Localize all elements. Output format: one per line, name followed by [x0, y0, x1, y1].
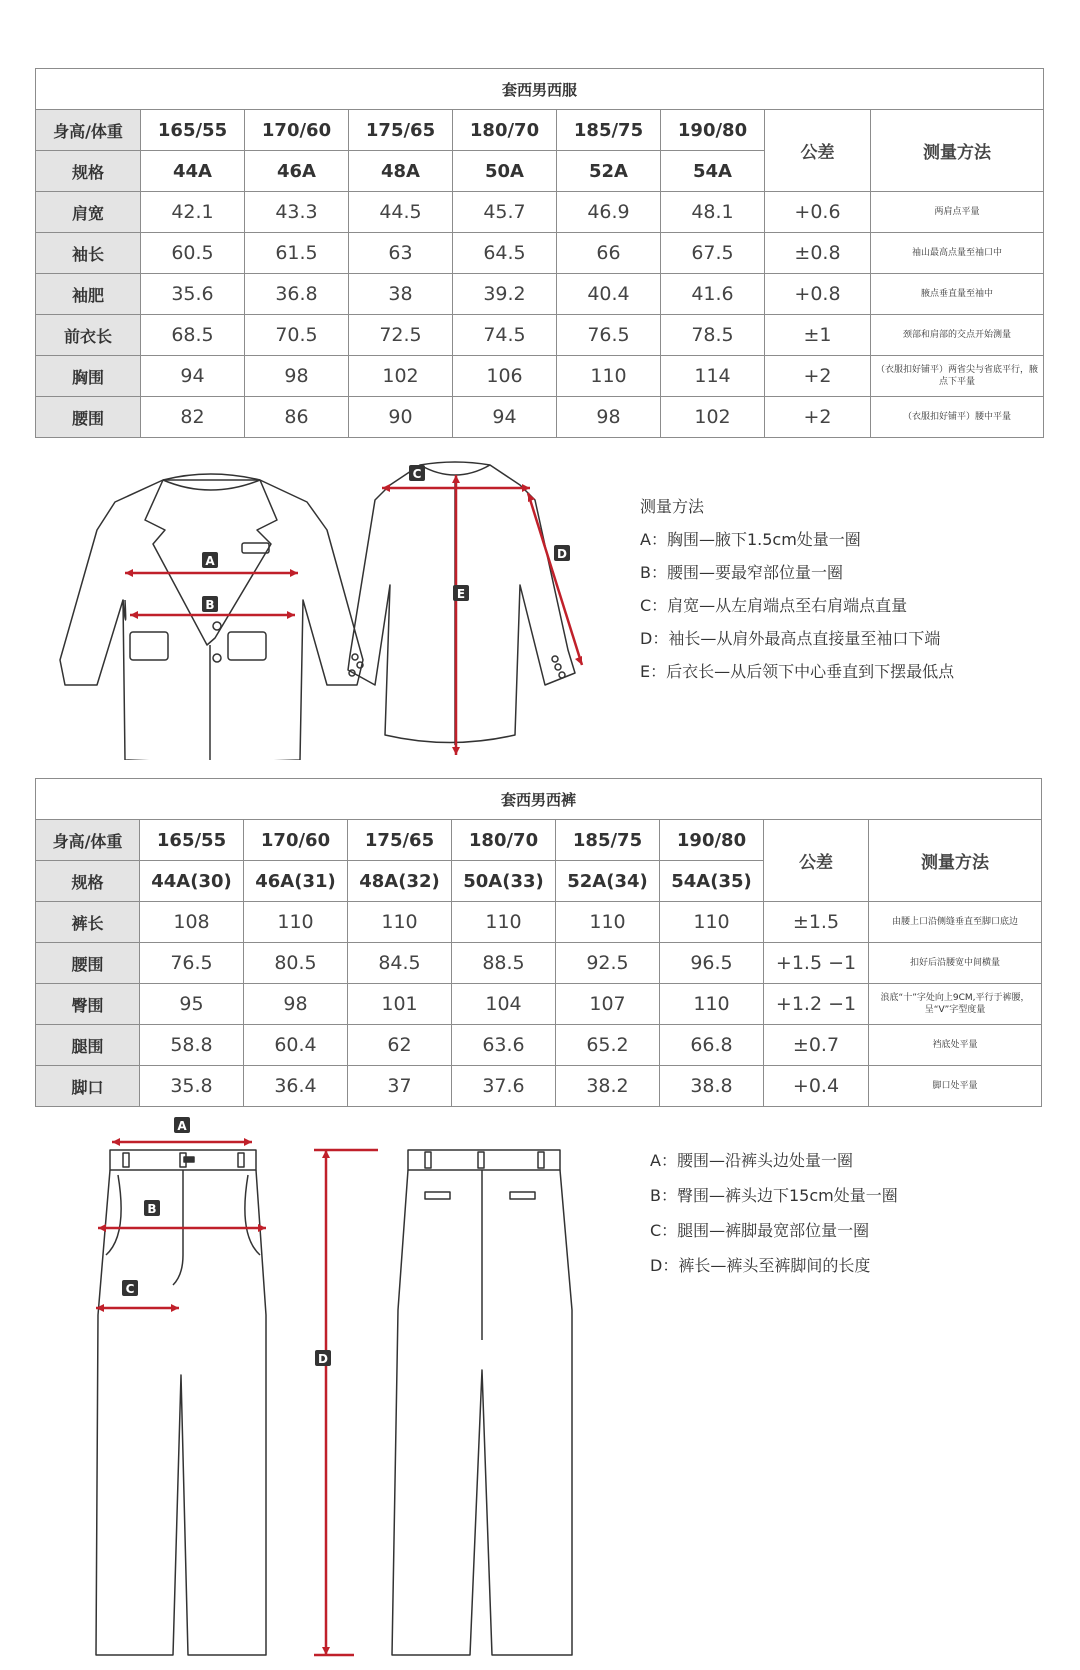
pants-marker-c: C [125, 1282, 135, 1296]
value-cell: 98 [245, 356, 349, 397]
value-cell: 101 [348, 984, 452, 1025]
header-spec-cell: 44A(30) [140, 861, 244, 902]
value-cell: 95 [140, 984, 244, 1025]
value-cell: 82 [141, 397, 245, 438]
row-label: 前衣长 [36, 315, 141, 356]
value-cell: 37 [348, 1066, 452, 1107]
header-size-cell: 180/70 [453, 110, 557, 151]
value-cell: 46.9 [557, 192, 661, 233]
table-row [36, 397, 1044, 438]
header-spec: 规格 [36, 861, 140, 902]
value-cell: 94 [141, 356, 245, 397]
value-cell: 102 [661, 397, 765, 438]
header-spec-cell: 52A(34) [556, 861, 660, 902]
table-row [36, 356, 1044, 397]
header-method: 测量方法 [871, 110, 1044, 192]
method-cell: 腋点垂直量至袖中 [871, 274, 1044, 315]
tolerance-cell: +1.5 −1 [764, 943, 869, 984]
jacket-method-c: C：肩宽—从左肩端点至右肩端点直量 [640, 596, 908, 615]
jacket-method-list [640, 490, 954, 688]
value-cell: 60.4 [244, 1025, 348, 1066]
row-label: 袖长 [36, 233, 141, 274]
header-tolerance: 公差 [765, 110, 871, 192]
header-height-weight: 身高/体重 [36, 820, 140, 861]
jacket-method-d: D：袖长—从肩外最高点直接量至袖口下端 [640, 629, 941, 648]
pants-size-table [35, 778, 1042, 1107]
value-cell: 64.5 [453, 233, 557, 274]
value-cell: 72.5 [349, 315, 453, 356]
value-cell: 110 [556, 902, 660, 943]
pants-method-list [650, 1143, 898, 1283]
jacket-method-b: B：腰围—要最窄部位量一圈 [640, 563, 843, 582]
jacket-back-diagram [330, 455, 600, 755]
header-size-cell: 175/65 [349, 110, 453, 151]
value-cell: 94 [453, 397, 557, 438]
header-spec-cell: 48A [349, 151, 453, 192]
pants-marker-d: D [318, 1352, 328, 1366]
tolerance-cell: ±0.8 [765, 233, 871, 274]
header-size-cell: 165/55 [140, 820, 244, 861]
table-row [36, 1025, 1042, 1066]
method-cell: 袖山最高点量至袖口中 [871, 233, 1044, 274]
value-cell: 40.4 [557, 274, 661, 315]
method-cell: （衣服扣好铺平）两省尖与省底平行，腋点下平量 [871, 356, 1044, 397]
row-label: 脚口 [36, 1066, 140, 1107]
jacket-table-title: 套西男西服 [36, 69, 1044, 110]
header-spec-cell: 52A [557, 151, 661, 192]
tolerance-cell: ±1.5 [764, 902, 869, 943]
value-cell: 58.8 [140, 1025, 244, 1066]
tolerance-cell: ±0.7 [764, 1025, 869, 1066]
value-cell: 110 [660, 902, 764, 943]
header-spec-cell: 48A(32) [348, 861, 452, 902]
header-size-cell: 170/60 [244, 820, 348, 861]
value-cell: 66.8 [660, 1025, 764, 1066]
value-cell: 63 [349, 233, 453, 274]
value-cell: 38.8 [660, 1066, 764, 1107]
method-cell: 由腰上口沿侧缝垂直至脚口底边 [869, 902, 1042, 943]
method-cell: （衣服扣好铺平）腰中平量 [871, 397, 1044, 438]
pants-front-diagram [88, 1115, 278, 1665]
header-spec-cell: 50A(33) [452, 861, 556, 902]
header-spec-cell: 54A [661, 151, 765, 192]
tolerance-cell: +0.8 [765, 274, 871, 315]
table-row [36, 274, 1044, 315]
row-label: 裤长 [36, 902, 140, 943]
tolerance-cell: ±1 [765, 315, 871, 356]
pants-marker-b: B [147, 1202, 157, 1216]
value-cell: 110 [452, 902, 556, 943]
row-label: 腿围 [36, 1025, 140, 1066]
value-cell: 63.6 [452, 1025, 556, 1066]
value-cell: 41.6 [661, 274, 765, 315]
value-cell: 98 [244, 984, 348, 1025]
value-cell: 70.5 [245, 315, 349, 356]
value-cell: 42.1 [141, 192, 245, 233]
value-cell: 36.4 [244, 1066, 348, 1107]
jacket-method-title: 测量方法 [640, 497, 705, 516]
jacket-marker-b: B [205, 598, 215, 612]
table-row [36, 902, 1042, 943]
header-size-cell: 165/55 [141, 110, 245, 151]
tolerance-cell: +2 [765, 397, 871, 438]
table-row [36, 984, 1042, 1025]
jacket-method-e: E：后衣长—从后领下中心垂直到下摆最低点 [640, 662, 955, 681]
header-spec: 规格 [36, 151, 141, 192]
row-label: 腰围 [36, 943, 140, 984]
jacket-marker-a: A [205, 554, 215, 568]
pants-method-d: D：裤长—裤头至裤脚间的长度 [650, 1256, 871, 1275]
table-row [36, 315, 1044, 356]
jacket-method-a: A：胸围—腋下1.5cm处量一圈 [640, 530, 861, 549]
value-cell: 96.5 [660, 943, 764, 984]
header-size-cell: 185/75 [556, 820, 660, 861]
value-cell: 86 [245, 397, 349, 438]
value-cell: 108 [140, 902, 244, 943]
value-cell: 48.1 [661, 192, 765, 233]
header-method: 测量方法 [869, 820, 1042, 902]
table-row [36, 1066, 1042, 1107]
value-cell: 90 [349, 397, 453, 438]
value-cell: 98 [557, 397, 661, 438]
header-size-cell: 190/80 [661, 110, 765, 151]
table-row [36, 192, 1044, 233]
value-cell: 107 [556, 984, 660, 1025]
jacket-size-table [35, 68, 1044, 438]
value-cell: 39.2 [453, 274, 557, 315]
tolerance-cell: +0.4 [764, 1066, 869, 1107]
value-cell: 36.8 [245, 274, 349, 315]
value-cell: 66 [557, 233, 661, 274]
method-cell: 颈部和肩部的交点开始测量 [871, 315, 1044, 356]
value-cell: 38 [349, 274, 453, 315]
header-spec-cell: 50A [453, 151, 557, 192]
value-cell: 44.5 [349, 192, 453, 233]
row-label: 胸围 [36, 356, 141, 397]
value-cell: 110 [660, 984, 764, 1025]
value-cell: 68.5 [141, 315, 245, 356]
tolerance-cell: +1.2 −1 [764, 984, 869, 1025]
row-label: 臀围 [36, 984, 140, 1025]
header-spec-cell: 54A(35) [660, 861, 764, 902]
value-cell: 35.6 [141, 274, 245, 315]
table-row [36, 943, 1042, 984]
method-cell: 扣好后沿腰宽中间横量 [869, 943, 1042, 984]
pants-marker-a: A [177, 1119, 187, 1133]
header-tolerance: 公差 [764, 820, 869, 902]
row-label: 袖肥 [36, 274, 141, 315]
header-spec-cell: 46A [245, 151, 349, 192]
value-cell: 74.5 [453, 315, 557, 356]
pants-method-c: C：腿围—裤脚最宽部位量一圈 [650, 1221, 870, 1240]
value-cell: 78.5 [661, 315, 765, 356]
value-cell: 110 [244, 902, 348, 943]
header-size-cell: 170/60 [245, 110, 349, 151]
pants-back-diagram [310, 1140, 590, 1670]
value-cell: 76.5 [140, 943, 244, 984]
row-label: 腰围 [36, 397, 141, 438]
tolerance-cell: +2 [765, 356, 871, 397]
method-cell: 裆底处平量 [869, 1025, 1042, 1066]
value-cell: 80.5 [244, 943, 348, 984]
value-cell: 106 [453, 356, 557, 397]
header-size-cell: 175/65 [348, 820, 452, 861]
row-label: 肩宽 [36, 192, 141, 233]
tolerance-cell: +0.6 [765, 192, 871, 233]
table-row [36, 233, 1044, 274]
jacket-marker-e: E [456, 587, 466, 601]
value-cell: 38.2 [556, 1066, 660, 1107]
value-cell: 65.2 [556, 1025, 660, 1066]
value-cell: 35.8 [140, 1066, 244, 1107]
value-cell: 88.5 [452, 943, 556, 984]
method-cell: 两肩点平量 [871, 192, 1044, 233]
header-size-cell: 185/75 [557, 110, 661, 151]
pants-table-title: 套西男西裤 [36, 779, 1042, 820]
value-cell: 45.7 [453, 192, 557, 233]
value-cell: 110 [557, 356, 661, 397]
method-cell: 脚口处平量 [869, 1066, 1042, 1107]
header-spec-cell: 44A [141, 151, 245, 192]
header-height-weight: 身高/体重 [36, 110, 141, 151]
value-cell: 43.3 [245, 192, 349, 233]
jacket-marker-c: C [412, 467, 422, 481]
pants-method-a: A：腰围—沿裤头边处量一圈 [650, 1151, 853, 1170]
value-cell: 110 [348, 902, 452, 943]
header-size-cell: 180/70 [452, 820, 556, 861]
value-cell: 114 [661, 356, 765, 397]
value-cell: 84.5 [348, 943, 452, 984]
value-cell: 60.5 [141, 233, 245, 274]
value-cell: 102 [349, 356, 453, 397]
value-cell: 104 [452, 984, 556, 1025]
value-cell: 61.5 [245, 233, 349, 274]
header-size-cell: 190/80 [660, 820, 764, 861]
value-cell: 92.5 [556, 943, 660, 984]
method-cell: 浪底“十”字处向上9CM,平行于裤腰，呈“V”字型度量 [869, 984, 1042, 1025]
value-cell: 76.5 [557, 315, 661, 356]
header-spec-cell: 46A(31) [244, 861, 348, 902]
jacket-marker-d: D [557, 547, 567, 561]
value-cell: 37.6 [452, 1066, 556, 1107]
value-cell: 62 [348, 1025, 452, 1066]
pants-method-b: B：臀围—裤头边下15cm处量一圈 [650, 1186, 898, 1205]
jacket-front-diagram [45, 460, 375, 760]
value-cell: 67.5 [661, 233, 765, 274]
